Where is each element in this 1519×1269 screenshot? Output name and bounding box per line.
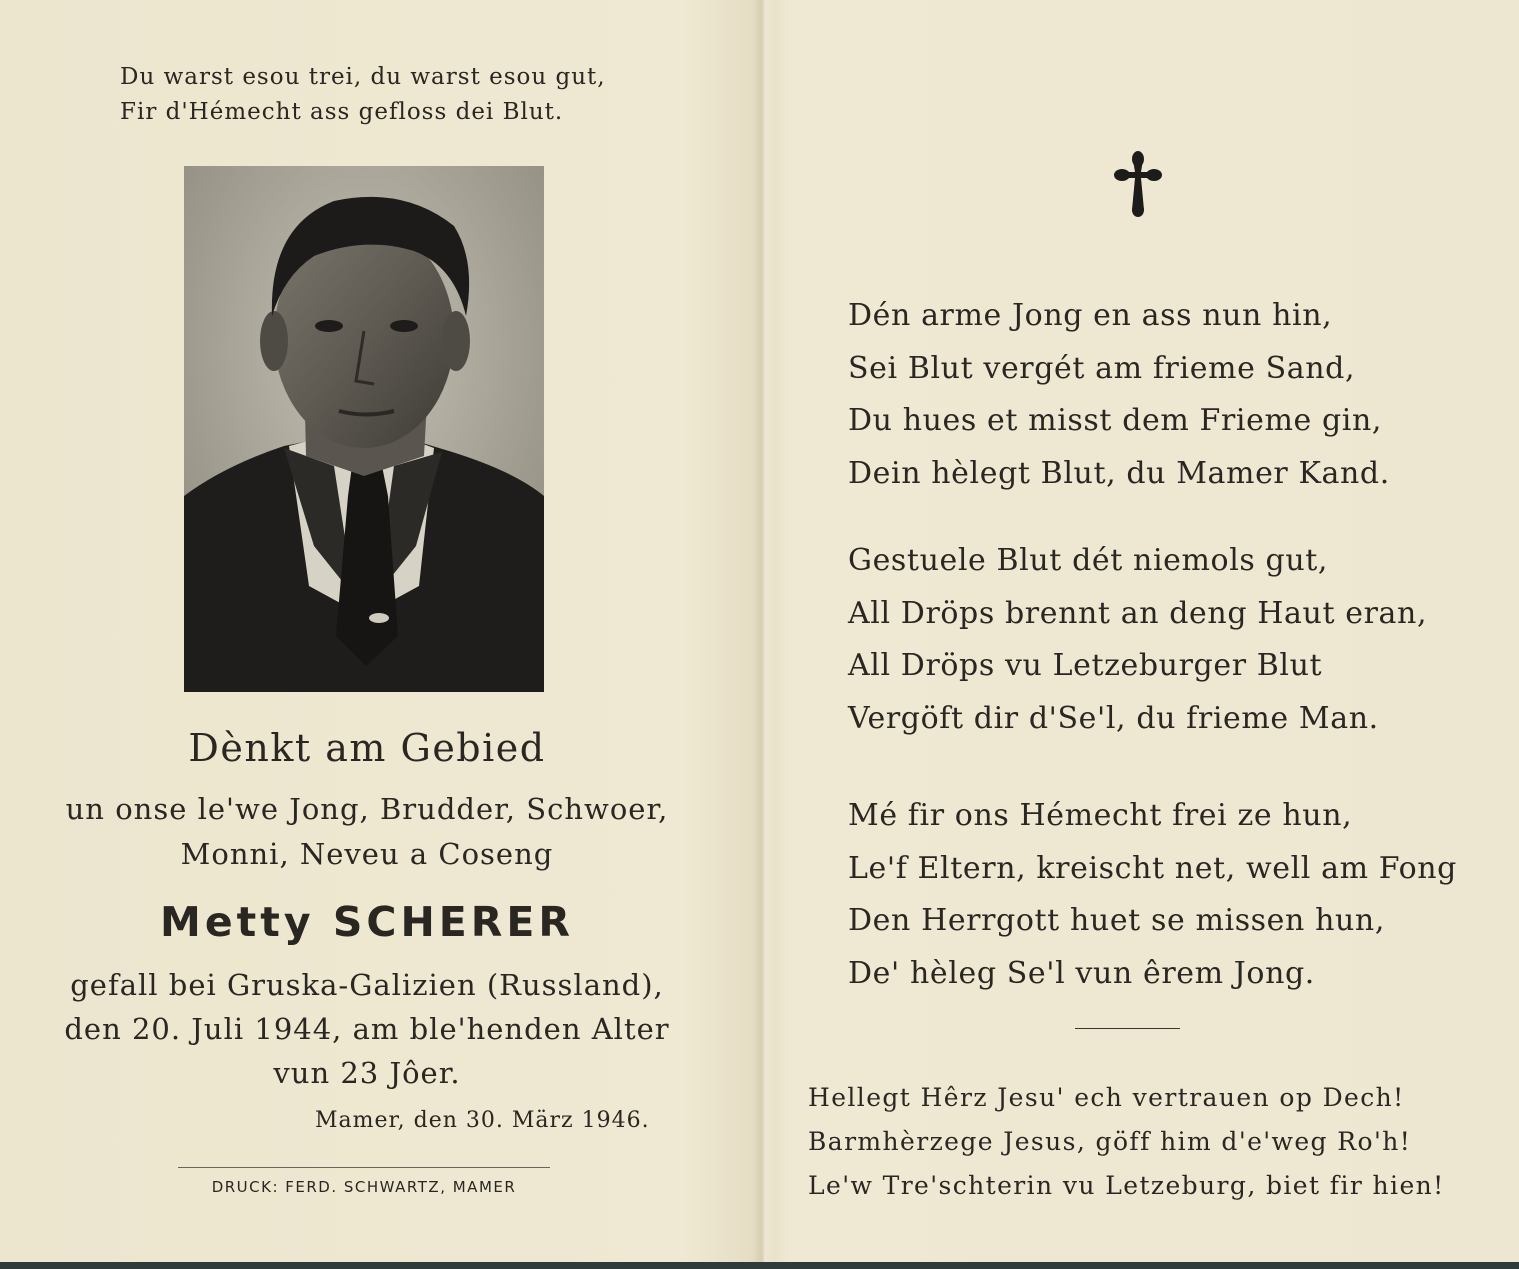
poem-stanza-2 (848, 535, 1488, 745)
prayer-line: Barmhèrzege Jesus, göff him d'e'weg Ro'h! (808, 1127, 1412, 1156)
poem-stanza-3 (848, 790, 1488, 1000)
left-panel (0, 0, 752, 1262)
poem-line: Dein hèlegt Blut, du Mamer Kand. (848, 455, 1390, 491)
poem-line: Du hues et misst dem Frieme gin, (848, 403, 1383, 438)
poem-line: Gestuele Blut dét niemols gut, (848, 543, 1329, 578)
prayer-line: Hellegt Hêrz Jesu' ech vertrauen op Dech! (808, 1083, 1405, 1112)
divider (178, 1167, 550, 1168)
card-fold (752, 0, 774, 1262)
prayers (808, 1076, 1468, 1208)
poem-line: Le'f Eltern, kreischt net, well am Fong (848, 850, 1457, 886)
card-bottom-edge (0, 1262, 1519, 1269)
poem-line: De' hèleg Se'l vun êrem Jong. (848, 955, 1315, 991)
motto-line: Fir d'Hémecht ass gefloss dei Blut. (120, 99, 564, 125)
poem-line: Sei Blut vergét am frieme Sand, (848, 350, 1356, 386)
divider (1075, 1028, 1180, 1029)
poem-line: All Dröps brennt an deng Haut eran, (848, 595, 1428, 631)
deceased-name: Metty SCHERER (160, 898, 574, 946)
poem-line: Den Herrgott huet se missen hun, (848, 903, 1385, 938)
poem-line: All Dröps vu Letzeburger Blut (848, 648, 1323, 683)
poem-line: Dén arme Jong en ass nun hin, (848, 298, 1333, 333)
printer-credit: DRUCK: FERD. SCHWARTZ, MAMER (211, 1178, 517, 1196)
dedication-line: un onse le'we Jong, Brudder, Schwoer, (65, 792, 669, 826)
place-date: Mamer, den 30. März 1946. (315, 1108, 650, 1133)
details-line: den 20. Juli 1944, am ble'henden Alter (64, 1012, 670, 1046)
portrait-photo (184, 166, 544, 692)
prayer-line: Le'w Tre'schterin vu Letzeburg, biet fir hien! (808, 1171, 1445, 1200)
heading: Dènkt am Gebied (188, 726, 546, 770)
poem-line: Mé fir ons Hémecht frei ze hun, (848, 798, 1353, 833)
details-line: vun 23 Jôer. (273, 1056, 461, 1090)
details-line: gefall bei Gruska-Galizien (Russland), (70, 968, 664, 1002)
poem-line: Vergöft dir d'Se'l, du frieme Man. (848, 700, 1379, 736)
cross-fleury-icon (1114, 150, 1162, 218)
motto-line: Du warst esou trei, du warst esou gut, (120, 64, 606, 90)
poem-stanza-1 (848, 290, 1488, 500)
motto (120, 60, 640, 130)
dedication-line: Monni, Neveu a Coseng (180, 837, 554, 871)
